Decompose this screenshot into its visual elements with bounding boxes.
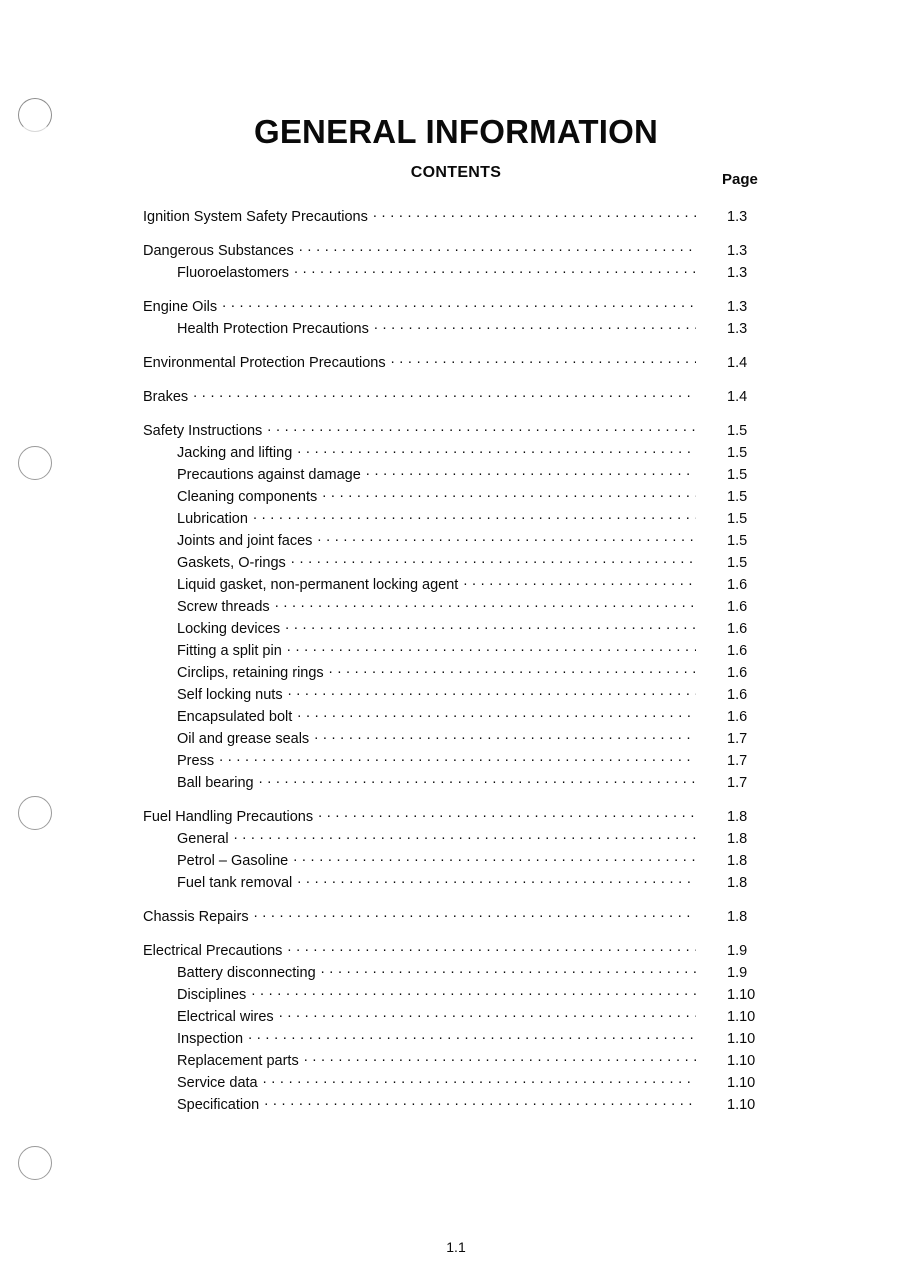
toc-dot-leader — [366, 465, 696, 479]
toc-entry[interactable] — [143, 940, 783, 962]
toc-dot-leader — [193, 387, 696, 401]
toc-entry-page-number: 1.6 — [727, 621, 748, 637]
toc-entry-page-number: 1.9 — [727, 965, 748, 981]
toc-dot-leader — [219, 751, 696, 765]
toc-entry[interactable] — [143, 728, 783, 750]
toc-dot-leader — [329, 663, 696, 677]
toc-entry-label: Locking devices — [177, 621, 281, 637]
footer-page-number: 1.1 — [446, 1239, 466, 1255]
toc-entry-label: Gaskets, O-rings — [177, 555, 286, 571]
toc-entry-label: Engine Oils — [143, 299, 218, 315]
toc-entry-label: Liquid gasket, non-permanent locking agent — [177, 577, 459, 593]
toc-entry-label: Oil and grease seals — [177, 731, 310, 747]
toc-entry-label: Battery disconnecting — [177, 965, 316, 981]
toc-dot-leader — [259, 773, 696, 787]
toc-dot-leader — [267, 421, 696, 435]
toc-dot-leader — [288, 685, 696, 699]
toc-entry-label: Disciplines — [177, 987, 247, 1003]
toc-entry[interactable] — [143, 442, 783, 464]
toc-dot-leader — [253, 509, 696, 523]
toc-entry-page-number: 1.8 — [727, 809, 748, 825]
toc-entry[interactable] — [143, 850, 783, 872]
toc-entry[interactable] — [143, 1006, 783, 1028]
toc-entry[interactable] — [143, 464, 783, 486]
toc-entry-page-number: 1.10 — [727, 1097, 756, 1113]
toc-dot-leader — [285, 619, 696, 633]
toc-entry-label: Fluoroelastomers — [177, 265, 290, 281]
toc-entry-page-number: 1.5 — [727, 445, 748, 461]
toc-dot-leader — [263, 1073, 696, 1087]
toc-entry[interactable] — [143, 662, 783, 684]
toc-entry[interactable] — [143, 706, 783, 728]
toc-entry-page-number: 1.8 — [727, 875, 748, 891]
toc-entry-page-number: 1.10 — [727, 1075, 756, 1091]
toc-entry-label: Petrol – Gasoline — [177, 853, 289, 869]
toc-dot-leader — [318, 807, 696, 821]
toc-entry-page-number: 1.3 — [727, 265, 748, 281]
toc-entry-page-number: 1.3 — [727, 321, 748, 337]
toc-entry[interactable] — [143, 508, 783, 530]
toc-dot-leader — [275, 597, 696, 611]
toc-entry-page-number: 1.7 — [727, 731, 748, 747]
toc-entry[interactable] — [143, 1028, 783, 1050]
toc-dot-leader — [314, 729, 696, 743]
toc-dot-leader — [463, 575, 696, 589]
toc-entry-page-number: 1.3 — [727, 243, 748, 259]
toc-entry[interactable] — [143, 828, 783, 850]
toc-entry-page-number: 1.5 — [727, 489, 748, 505]
toc-entry-label: Electrical Precautions — [143, 943, 283, 959]
toc-dot-leader — [293, 851, 696, 865]
toc-entry[interactable] — [143, 386, 783, 408]
toc-dot-leader — [317, 531, 696, 545]
toc-entry-label: Chassis Repairs — [143, 909, 249, 925]
toc-dot-leader — [287, 641, 696, 655]
toc-entry-label: Jacking and lifting — [177, 445, 293, 461]
toc-entry-label: Brakes — [143, 389, 189, 405]
toc-entry-label: General — [177, 831, 229, 847]
toc-entry[interactable] — [143, 1072, 783, 1094]
toc-dot-leader — [297, 443, 696, 457]
toc-entry[interactable] — [143, 206, 783, 228]
toc-entry-label: Dangerous Substances — [143, 243, 294, 259]
toc-entry-page-number: 1.5 — [727, 467, 748, 483]
toc-entry[interactable] — [143, 486, 783, 508]
toc-entry-page-number: 1.7 — [727, 753, 748, 769]
punch-hole-icon — [18, 446, 52, 480]
toc-entry[interactable] — [143, 906, 783, 928]
toc-entry-label: Ignition System Safety Precautions — [143, 209, 368, 225]
toc-entry-page-number: 1.6 — [727, 709, 748, 725]
toc-entry[interactable] — [143, 352, 783, 374]
toc-entry-label: Press — [177, 753, 215, 769]
toc-entry[interactable] — [143, 684, 783, 706]
toc-dot-leader — [304, 1051, 696, 1065]
toc-entry[interactable] — [143, 296, 783, 318]
toc-entry-page-number: 1.10 — [727, 987, 756, 1003]
toc-entry[interactable] — [143, 420, 783, 442]
toc-entry-page-number: 1.10 — [727, 1031, 756, 1047]
toc-entry-page-number: 1.3 — [727, 299, 748, 315]
toc-entry-page-number: 1.3 — [727, 209, 748, 225]
toc-dot-leader — [251, 985, 696, 999]
toc-dot-leader — [234, 829, 696, 843]
toc-entry-label: Joints and joint faces — [177, 533, 313, 549]
toc-dot-leader — [322, 487, 696, 501]
toc-entry[interactable] — [143, 872, 783, 894]
toc-entry-page-number: 1.5 — [727, 533, 748, 549]
toc-entry[interactable] — [143, 772, 783, 794]
toc-dot-leader — [279, 1007, 696, 1021]
toc-entry-page-number: 1.6 — [727, 665, 748, 681]
toc-entry-label: Replacement parts — [177, 1053, 299, 1069]
toc-entry[interactable] — [143, 1050, 783, 1072]
toc-dot-leader — [391, 353, 696, 367]
toc-entry-label: Precautions against damage — [177, 467, 361, 483]
toc-entry-page-number: 1.5 — [727, 511, 748, 527]
toc-dot-leader — [294, 263, 696, 277]
toc-entry-page-number: 1.5 — [727, 423, 748, 439]
toc-dot-leader — [373, 207, 696, 221]
toc-entry-label: Environmental Protection Precautions — [143, 355, 386, 371]
toc-entry[interactable] — [143, 618, 783, 640]
page-column-header: Page — [722, 171, 758, 188]
toc-entry-label: Cleaning components — [177, 489, 318, 505]
page-title: GENERAL INFORMATION — [253, 113, 659, 151]
toc-dot-leader — [297, 707, 696, 721]
punch-hole-icon — [18, 796, 52, 830]
toc-entry-page-number: 1.8 — [727, 831, 748, 847]
toc-entry-page-number: 1.10 — [727, 1053, 756, 1069]
toc-entry-label: Screw threads — [177, 599, 270, 615]
toc-entry-label: Service data — [177, 1075, 258, 1091]
toc-entry-page-number: 1.8 — [727, 853, 748, 869]
table-of-contents — [143, 206, 783, 1116]
toc-entry-page-number: 1.4 — [727, 355, 748, 371]
toc-entry-label: Fuel tank removal — [177, 875, 293, 891]
toc-dot-leader — [374, 319, 696, 333]
toc-entry[interactable] — [143, 530, 783, 552]
toc-entry-label: Circlips, retaining rings — [177, 665, 324, 681]
toc-entry-label: Safety Instructions — [143, 423, 263, 439]
toc-entry-label: Inspection — [177, 1031, 244, 1047]
toc-dot-leader — [297, 873, 696, 887]
punch-hole-icon — [18, 1146, 52, 1180]
toc-entry-page-number: 1.5 — [727, 555, 748, 571]
toc-entry-label: Specification — [177, 1097, 260, 1113]
toc-entry-page-number: 1.9 — [727, 943, 748, 959]
toc-entry[interactable] — [143, 806, 783, 828]
toc-dot-leader — [291, 553, 696, 567]
toc-dot-leader — [299, 241, 696, 255]
toc-entry-page-number: 1.7 — [727, 775, 748, 791]
toc-entry[interactable] — [143, 262, 783, 284]
toc-entry-label: Encapsulated bolt — [177, 709, 293, 725]
toc-dot-leader — [287, 941, 696, 955]
toc-entry-page-number: 1.6 — [727, 687, 748, 703]
toc-entry-page-number: 1.8 — [727, 909, 748, 925]
toc-entry[interactable] — [143, 962, 783, 984]
toc-dot-leader — [222, 297, 696, 311]
toc-entry-label: Fuel Handling Precautions — [143, 809, 314, 825]
toc-entry[interactable] — [143, 1094, 783, 1116]
toc-entry[interactable] — [143, 640, 783, 662]
toc-entry-page-number: 1.6 — [727, 599, 748, 615]
toc-entry-label: Lubrication — [177, 511, 248, 527]
toc-entry[interactable] — [143, 596, 783, 618]
toc-entry-page-number: 1.4 — [727, 389, 748, 405]
contents-heading: CONTENTS — [410, 164, 502, 182]
toc-dot-leader — [248, 1029, 696, 1043]
toc-entry[interactable] — [143, 240, 783, 262]
toc-entry[interactable] — [143, 574, 783, 596]
toc-entry-label: Ball bearing — [177, 775, 254, 791]
toc-entry[interactable] — [143, 750, 783, 772]
toc-dot-leader — [254, 907, 696, 921]
toc-entry-label: Health Protection Precautions — [177, 321, 369, 337]
toc-entry-label: Electrical wires — [177, 1009, 274, 1025]
toc-entry[interactable] — [143, 318, 783, 340]
toc-entry-page-number: 1.6 — [727, 577, 748, 593]
toc-entry-label: Self locking nuts — [177, 687, 283, 703]
toc-dot-leader — [321, 963, 696, 977]
toc-entry-page-number: 1.6 — [727, 643, 748, 659]
toc-entry[interactable] — [143, 552, 783, 574]
toc-entry-label: Fitting a split pin — [177, 643, 282, 659]
toc-dot-leader — [264, 1095, 696, 1109]
toc-entry[interactable] — [143, 984, 783, 1006]
toc-entry-page-number: 1.10 — [727, 1009, 756, 1025]
